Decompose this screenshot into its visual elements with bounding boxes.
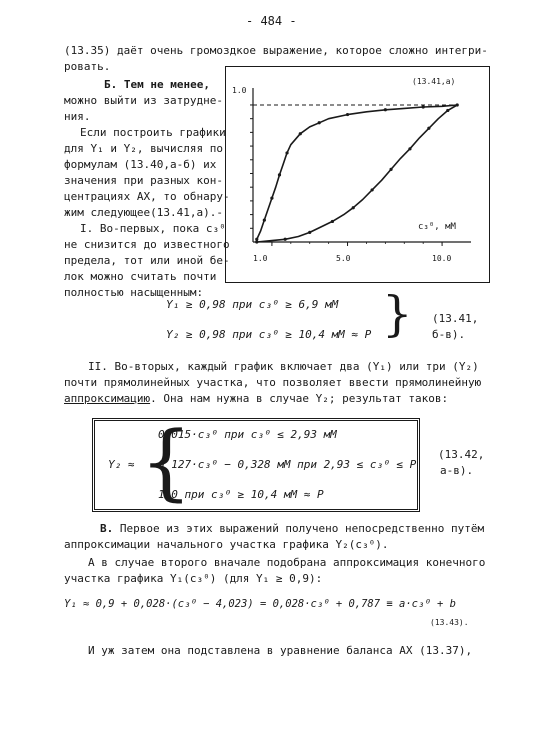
intro-line-2: ровать.: [64, 60, 111, 73]
eq2-label-1: (13.42,: [438, 448, 485, 461]
eq3-label: (13.43).: [430, 618, 469, 627]
left-col-line-3: Если построить графики: [80, 126, 226, 139]
series-2-point: [331, 220, 334, 223]
left-col-line-6: значения при разных кон-: [64, 174, 223, 187]
eq1-label-1: (13.41,: [432, 312, 479, 325]
eq2-label-2: а-в).: [440, 464, 474, 477]
series-1-point: [270, 197, 273, 200]
left-col-line-9: I. Во-первых, пока c₃⁰: [80, 222, 226, 235]
series-1-point: [384, 108, 387, 111]
eq1-label-2: б-в).: [432, 328, 466, 341]
series-1-point: [255, 238, 258, 241]
eq2-row-1: 0,015·c₃⁰ при c₃⁰ ≤ 2,93 мМ: [158, 428, 337, 441]
series-2-point: [427, 127, 430, 130]
chart-title: (13.41,а): [412, 77, 456, 86]
series-2-point: [308, 231, 311, 234]
series-1-point: [318, 121, 321, 124]
left-col-line-7: центрациях AX, то обнару-: [64, 190, 230, 203]
para2-line-3: [64, 392, 448, 405]
para2-underlined-term: аппроксимацию: [64, 392, 151, 405]
series-2-point: [408, 147, 411, 150]
para4-line-1: А в случае второго вначале подобрана аппроксимация конечного: [88, 556, 486, 569]
series-1-point: [346, 113, 349, 116]
x-tick-label-2: 10.0: [432, 254, 452, 263]
eq2-brace: {: [140, 415, 193, 510]
eq2-lhs: Y₂ ≈: [108, 458, 135, 471]
series-1-point: [299, 132, 302, 135]
x-tick-label-1: 5.0: [336, 254, 351, 263]
para3-line-1: [100, 522, 484, 535]
final-line: И уж затем она подставлена в уравнение баланса AX (13.37),: [88, 644, 473, 657]
series-1-line: [257, 105, 457, 239]
left-col-line-13: полностью насыщенным:: [64, 286, 204, 299]
left-col-line-0: Б. Тем не менее,: [104, 78, 210, 91]
eq1-line-2: Y₂ ≥ 0,98 при c₃⁰ ≥ 10,4 мМ ≈ P: [166, 328, 372, 341]
y-tick-label-1: 1.0: [232, 86, 247, 95]
series-1-point: [285, 151, 288, 154]
left-col-line-5: формулам (13.40,а-б) их: [64, 158, 217, 171]
eq2-row-3: 1,0 при c₃⁰ ≥ 10,4 мМ ≈ P: [158, 488, 324, 501]
left-col-line-11: предела, тот или иной бе-: [64, 254, 230, 267]
para3-marker: В.: [100, 522, 114, 535]
para2-line-2: почти прямолинейных участка, что позволяет ввести прямолинейную: [64, 376, 482, 389]
series-2-point: [389, 168, 392, 171]
left-col-line-10: не снизится до известного: [64, 238, 230, 251]
series-1-point: [278, 173, 281, 176]
eq1-brace: }: [382, 286, 413, 342]
para3-line-2: аппроксимации начального участка графика Y₂(c₃⁰).: [64, 538, 389, 551]
x-tick-label-0: 1.0: [253, 254, 268, 263]
series-1-point: [422, 105, 425, 108]
left-col-line-2: ния.: [64, 110, 91, 123]
saturation-chart: [225, 66, 489, 282]
para2-line-3-rest: . Она нам нужна в случае Y₂; результат таков:: [150, 392, 449, 405]
series-2-point: [446, 109, 449, 112]
eq3-text: Y₁ ≈ 0,9 + 0,028·(c₃⁰ − 4,023) = 0,028·c₃⁰ + 0,787 ≡ a·c₃⁰ + b: [64, 598, 456, 610]
series-1-point: [263, 218, 266, 221]
left-col-line-12: лок можно считать почти: [64, 270, 217, 283]
intro-line-1: (13.35) даёт очень громоздкое выражение, которое сложно интегри-: [64, 44, 488, 57]
para2-line-1: II. Во-вторых, каждый график включает два (Y₁) или три (Y₂): [88, 360, 479, 373]
left-col-line-1: можно выйти из затрудне-: [64, 94, 223, 107]
left-col-line-8: жим следующее(13.41,а).-: [64, 206, 223, 219]
eq1-line-1: Y₁ ≥ 0,98 при c₃⁰ ≥ 6,9 мМ: [166, 298, 339, 311]
series-2-point: [255, 240, 258, 243]
left-col-line-4: для Y₁ и Y₂, вычисляя по: [64, 142, 223, 155]
para3-line-1-rest: Первое из этих выражений получено непосредственно путём: [113, 522, 485, 535]
series-2-point: [371, 188, 374, 191]
x-axis-label: c₃⁰, мМ: [418, 222, 456, 232]
para4-line-2: участка графика Y₁(c₃⁰) (для Y₁ ≥ 0,9):: [64, 572, 323, 585]
series-2-point: [352, 206, 355, 209]
page-number: - 484 -: [246, 14, 297, 28]
eq2-row-2: 0 127·c₃⁰ − 0,328 мМ при 2,93 ≤ c₃⁰ ≤ P: [158, 458, 417, 471]
series-2-point: [284, 238, 287, 241]
